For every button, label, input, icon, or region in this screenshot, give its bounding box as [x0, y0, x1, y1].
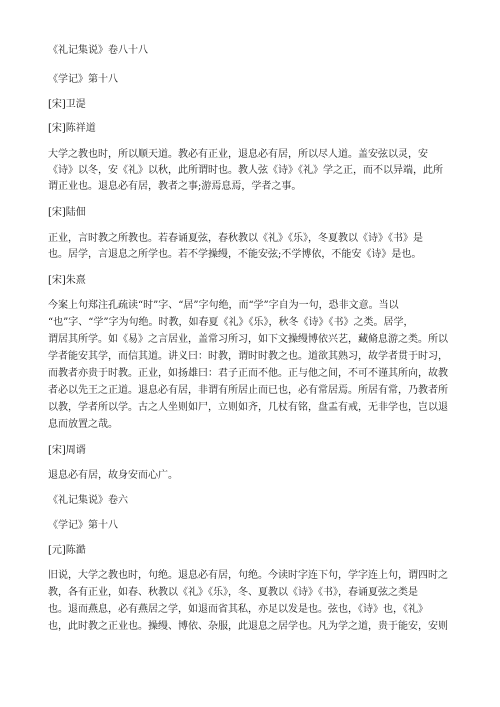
book-title: 《礼记集说》卷八十八	[48, 45, 148, 56]
paragraph-line: 大学之教也时，所以顺天道。教必有正业，退息必有居，所以尽人道。盖安弦以灵，安	[48, 149, 428, 160]
chapter-title: 《学记》第十八	[48, 520, 118, 531]
paragraph-line: 以教，学者所以学。古之人坐则如尸，立则如齐，几杖有铭，盘盂有戒，无非学也，岂以退	[48, 402, 448, 413]
paragraph-line: 者必以先王之正道。退息必有居，非谓有所居止而已也，必有常居焉。所居有常，乃教者所	[48, 385, 448, 396]
paragraph-line: 今案上句郑注孔疏读“时”字、“居”字句绝，而“学”字自为一句，恐非文意。当以	[48, 300, 399, 311]
paragraph-line: 息而放置之哉。	[48, 419, 118, 430]
paragraph-line: “也”字、“学”字为句绝。时教，如春夏《礼》《乐》，秋冬《诗》《书》之类。居学，	[48, 317, 414, 328]
book-title: 《礼记集说》卷六	[48, 495, 128, 506]
author-label: [宋]陈祥道	[48, 123, 96, 134]
author-label: [宋]朱熹	[48, 275, 86, 286]
paragraph-line: 也。居学，言退息之所学也。若不学操缦，不能安弦;不学博依，不能安《诗》是也。	[48, 249, 422, 260]
paragraph-line: 谓正业也。退息必有居，教者之事;游焉息焉，学者之事。	[48, 181, 302, 192]
paragraph-line: 旧说，大学之教也时，句绝。退息必有居，句绝。今读时字连下句，学字连上句，谓四时之	[48, 570, 448, 581]
paragraph-line: 退息必有居，故身安而心广。	[48, 470, 178, 481]
chapter-title: 《学记》第十八	[48, 74, 118, 85]
paragraph-line: 谓居其所学。如《易》之言居业，盖常习所习，如下文操缦博依兴艺，藏脩息游之类。所以	[48, 334, 448, 345]
paragraph-line: 学者能安其学，而信其道。讲义曰：时教，谓时时教之也。道欲其熟习，故学者贯于时习，	[48, 351, 448, 362]
paragraph-line: 也，此时教之正业也。操缦、博依、杂服，此退息之居学也。凡为学之道，贵于能安，安则	[48, 621, 448, 632]
paragraph-line: 也。退而燕息，必有燕居之学，如退而省其私，亦足以发是也。弦也，《诗》也，《礼》	[48, 604, 428, 615]
paragraph-line: 而教者亦贵于时教。正业，如扬雄曰：君子正而不他。正与他之间，不可不谨其所向，故教	[48, 368, 448, 379]
author-label: [宋]卫湜	[48, 99, 86, 110]
author-label: [元]陈澔	[48, 545, 86, 556]
paragraph-line: 正业，言时教之所教也。若春诵夏弦，春秋教以《礼》《乐》，冬夏教以《诗》《书》是	[48, 233, 423, 244]
paragraph-line: 教，各有正业，如春、秋教以《礼》《乐》，冬、夏教以《诗》《书》，春诵夏弦之类是	[48, 587, 418, 598]
author-label: [宋]周谞	[48, 445, 86, 456]
paragraph-line: 《诗》以冬，安《礼》以秋，此所谓时也。教人弦《诗》《礼》学之正，而不以异端，此所	[48, 165, 443, 176]
author-label: [宋]陆佃	[48, 207, 86, 218]
